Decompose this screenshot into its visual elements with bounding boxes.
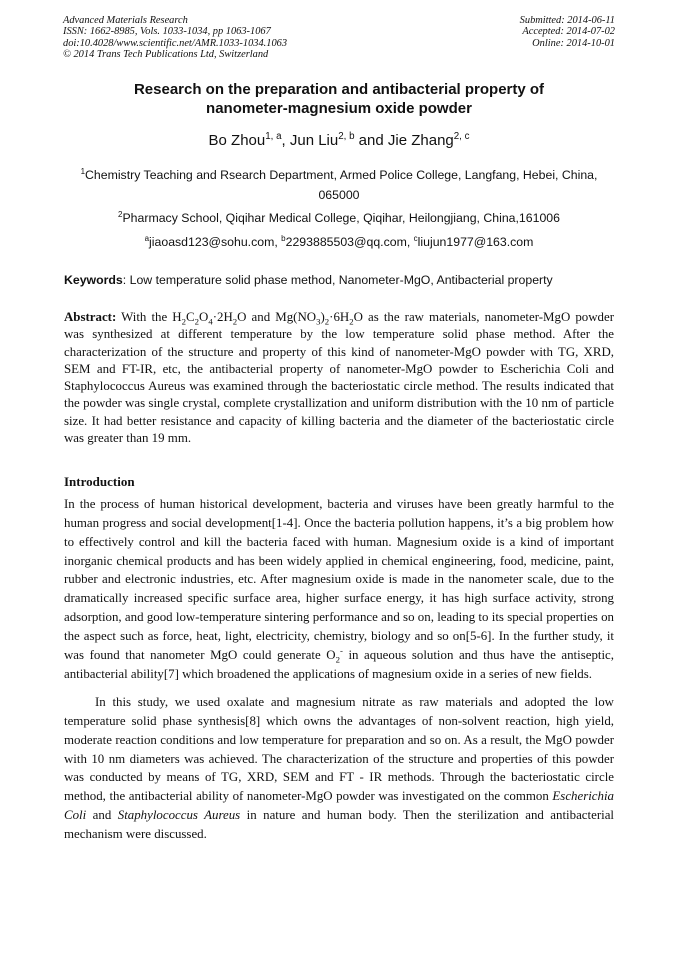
abstract-sub: 4 (208, 316, 213, 327)
affiliation-1 (60, 165, 618, 205)
author-sup: 2, c (453, 131, 470, 142)
paragraph-text: In the process of human historical development, bacteria and viruses have been greatly harmful to the human progress and social development[1-4]. Once the bacteria pollution happens, it’s a big problem how to effectively control and kill the bacteria faced with human. Magnesium oxide is a kind of important inorganic chemical products and has been widely applied in chemical engineering, food, medicine, paint, rubber and electronic industries, etc. After magnesium oxide is made in the nanometer scale, due to the dramatically increased specific surface area, higher surface energy, it has high surface activity, strong adsorption, and good low-temperature sintering performance and so on, leading to its special properties on the aspect such as force, heat, light, electricity, chemistry, biology and so on[5-6]. In the further study, it was found that nanometer MgO could generate O (64, 497, 614, 662)
accepted-date: Accepted: 2014-07-02 (522, 26, 615, 38)
author-sup: 1, a (265, 131, 282, 142)
email-sep: , (406, 235, 414, 249)
paragraph-sub: 2 (335, 654, 340, 665)
email-link[interactable]: 2293885503@qq.com (285, 235, 407, 249)
email-list (60, 232, 618, 252)
paragraph-text: and (86, 808, 118, 823)
affiliation-sup: 1 (80, 166, 86, 176)
abstract-text: O (199, 310, 209, 324)
email-sup: a (144, 233, 150, 243)
paragraph-text: in nature and human body. Then the sterilization and antibacterial mechanism were discussed. (64, 808, 614, 841)
online-date: Online: 2014-10-01 (532, 37, 615, 49)
abstract (64, 309, 614, 447)
introduction-paragraph-1 (64, 495, 614, 683)
author-list (60, 131, 618, 151)
abstract-text: ) (320, 310, 325, 324)
abstract-text: ·6H (329, 310, 350, 324)
abstract-sub: 2 (232, 316, 238, 327)
abstract-sub: 2 (194, 316, 199, 327)
doi: doi:10.4028/www.scientific.net/AMR.1033-1034.1063 (63, 37, 288, 49)
abstract-text: C (186, 310, 195, 324)
species-name: Staphylococcus Aureus (117, 808, 241, 823)
title-line-2: nanometer-magnesium oxide powder (206, 100, 472, 117)
abstract-text: ·2H (212, 310, 233, 324)
keywords (64, 271, 614, 289)
species-name: Escherichia Coli (64, 789, 614, 823)
email-link[interactable]: jiaoasd123@sohu.com (149, 235, 275, 249)
affiliation-text: Chemistry Teaching and Rsearch Department, Armed Police College, Langfang, Hebei, China, (85, 168, 598, 182)
paragraph-text: In this study, we used oxalate and magnesium nitrate as raw materials and adopted the low temperature solid phase synthesis[8] which owns the advantages of non-solvent reaction, high yield, moderate reaction conditions and low temperature for preparation and so on. As a result, the MgO powder with 10 nm diameters was achieved. The characterization of the structure and properties of this powder was conducted by means of TG, XRD, SEM and FT - IR methods. Through the bacteriostatic circle method, the antibacterial ability of nanometer-MgO powder was investigated on the common (64, 695, 614, 804)
abstract-sub: 3 (316, 316, 321, 327)
abstract-sub: 2 (349, 316, 354, 327)
author-sup: 2, b (338, 131, 355, 142)
author-name: Bo Zhou (208, 132, 266, 149)
email-sup: c (413, 233, 418, 243)
paragraph-sup: - (339, 645, 343, 656)
email-link[interactable]: liujun1977@163.com (417, 235, 534, 249)
affiliation-text: Pharmacy School, Qiqihar Medical College, Qiqihar, Heilongjiang, China,161006 (122, 211, 560, 225)
submitted-date: Submitted: 2014-06-11 (519, 15, 615, 26)
author-sep: and (354, 132, 388, 149)
affiliation-text-cont: 065000 (318, 188, 360, 202)
abstract-sub: 2 (324, 316, 330, 327)
abstract-label: Abstract: (64, 310, 117, 324)
affiliation-2 (60, 208, 618, 228)
introduction-paragraph-2 (64, 693, 614, 844)
author-sep: , (281, 132, 290, 149)
author-name: Jun Liu (289, 132, 339, 149)
issn: ISSN: 1662-8985, Vols. 1033-1034, pp 1063-1067 (63, 26, 271, 38)
journal-name: Advanced Materials Research (63, 15, 188, 26)
keywords-label: Keywords (64, 273, 123, 287)
copyright: © 2014 Trans Tech Publications Ltd, Switzerland (63, 49, 269, 61)
abstract-text: With the H (116, 310, 182, 324)
affiliation-sup: 2 (118, 209, 123, 219)
email-sep: , (274, 235, 282, 249)
author-name: Jie Zhang (387, 132, 454, 149)
keywords-text: : Low temperature solid phase method, Nanometer-MgO, Antibacterial property (122, 273, 553, 287)
paragraph-text: in aqueous solution and thus have the antiseptic, antibacterial ability[7] which broadened the applications of magnesium oxide in a series of new fields. (64, 647, 614, 681)
abstract-text: O and Mg(NO (237, 310, 317, 324)
paper-title (60, 80, 618, 118)
title-line-1: Research on the preparation and antibacterial property of (133, 81, 545, 98)
introduction-heading: Introduction (64, 474, 135, 489)
journal-header-right (520, 15, 615, 49)
journal-header-left (63, 15, 287, 61)
email-sup: b (281, 233, 286, 243)
abstract-sub: 2 (181, 316, 186, 327)
abstract-text: O as the raw materials, nanometer-MgO powder was synthesized at different temperature by the low temperature solid phase method. After the characterization of the structure and property of this kind of nanometer-MgO powder with TG, XRD, SEM and FT-IR, etc, the antibacterial property of nanometer-MgO powder to Escherichia Coli and Staphylococcus Aureus was examined through the bacteriostatic circle method. The results indicated that the powder was single crystal, complete crystallization and uniform distribution with the 10 nm of particle size. It had better resistance and capacity of killing bacteria and the diameter of the bacteriostatic circle was greater than 19 mm. (64, 310, 615, 446)
